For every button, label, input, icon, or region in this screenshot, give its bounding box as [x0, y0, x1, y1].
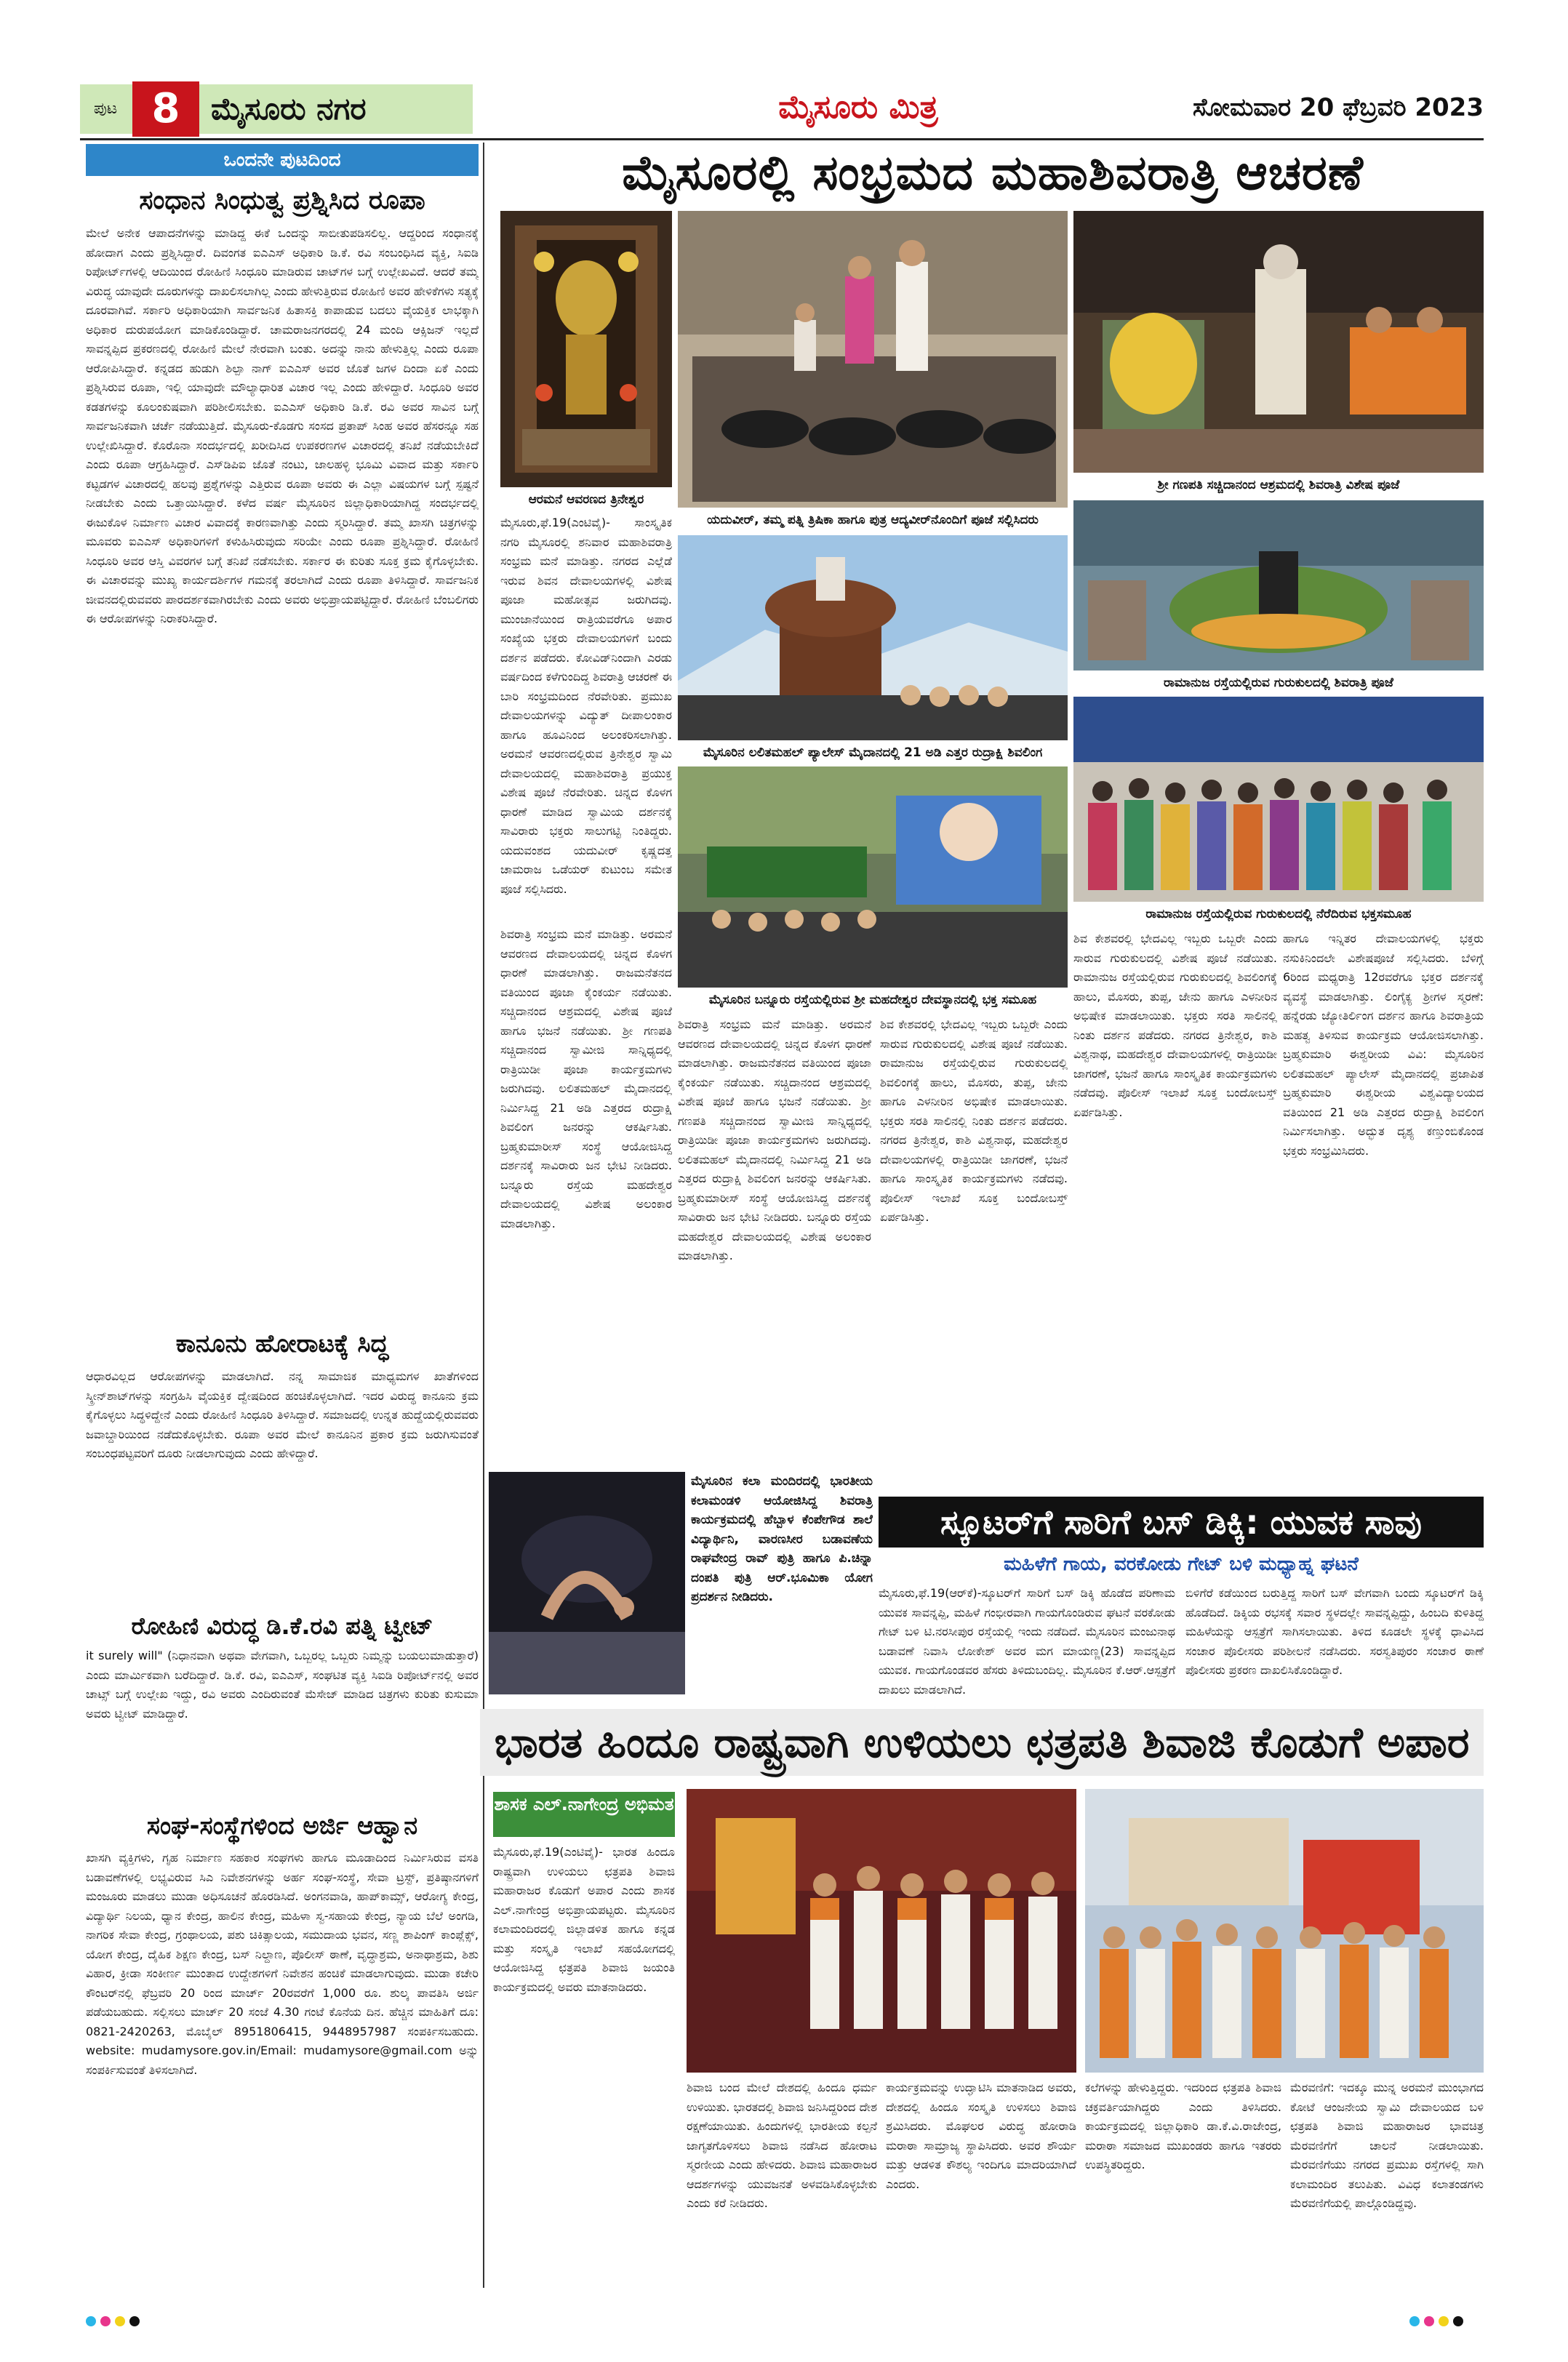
- caption-ashram-puja: ಶ್ರೀ ಗಣಪತಿ ಸಚ್ಚಿದಾನಂದ ಆಶ್ರಮದಲ್ಲಿ ಶಿವರಾತ್ರಿ ವಿಶೇಷ ಪೂಜೆ: [1157, 478, 1400, 492]
- page-number: 8: [132, 81, 199, 137]
- story2-body: ಆಧಾರವಿಲ್ಲದ ಆರೋಪಗಳನ್ನು ಮಾಡಲಾಗಿದೆ. ನನ್ನ ಸಾಮಾಜಿಕ ಮಾಧ್ಯಮಗಳ ಖಾತೆಗಳಿಂದ ಸ್ಕ್ರೀನ್‌ಶಾಟ್‌ಗಳನ್ನು ಸಂಗ್ರಹಿಸಿ ವೈಯಕ್ತಿಕ ದ್ವೇಷದಿಂದ ಹಂಚಿಕೊಳ್ಳಲಾಗಿದೆ. ಇದರ ವಿರುದ್ಧ ಕಾನೂನು ಕ್ರಮ ಕೈಗೊಳ್ಳಲು ಸಿದ್ಧಳಿದ್ದೇನೆ ಎಂದು ರೋಹಿಣಿ ಸಿಂಧೂರಿ ತಿಳಿಸಿದ್ದಾರೆ. ಸಮಾಜದಲ್ಲಿ ಉನ್ನತ ಹುದ್ದೆಯಲ್ಲಿರುವವರು ಜವಾಬ್ದಾರಿಯಿಂದ ನಡೆದುಕೊಳ್ಳಬೇಕು. ರೂಪಾ ಅವರ ಮೇಲೆ ಕಾನೂನಿನ ಪ್ರಕಾರ ಕ್ರಮ ಜರುಗಿಸುವಂತೆ ಸಂಬಂಧಪಟ್ಟವರಿಗೆ ದೂರು ನೀಡಲಾಗುವುದು ಎಂದು ಹೇಳಿದ್ದಾರೆ.: [86, 1369, 479, 1460]
- caption-mahadeshwara-temple: ಮೈಸೂರಿನ ಬನ್ನೂರು ರಸ್ತೆಯಲ್ಲಿರುವ ಶ್ರೀ ಮಹದೇಶ್ವರ ದೇವಸ್ಥಾನದಲ್ಲಿ ಭಕ್ತ ಸಮೂಹ: [708, 993, 1037, 1007]
- section-name: ಮೈಸೂರು ನಗರ: [211, 91, 367, 127]
- shivaji-headline: ಭಾರತ ಹಿಂದೂ ರಾಷ್ಟ್ರವಾಗಿ ಉಳಿಯಲು ಛತ್ರಪತಿ ಶಿವಾಜಿ ಕೊಡುಗೆ ಅಪಾರ: [480, 1709, 1484, 1776]
- caption-gurukula-puja: ರಾಮಾನುಜ ರಸ್ತೆಯಲ್ಲಿರುವ ಗುರುಕುಲದಲ್ಲಿ ಶಿವರಾತ್ರಿ ಪೂಜೆ: [1164, 676, 1393, 690]
- shivaratri-story-col2: ಶಿವರಾತ್ರಿ ಸಂಭ್ರಮ ಮನೆ ಮಾಡಿತ್ತು. ಅರಮನೆ ಆವರಣದ ದೇವಾಲಯದಲ್ಲಿ ಚಿನ್ನದ ಕೊಳಗ ಧಾರಣೆ ಮಾಡಲಾಗಿತ್ತು. ರಾಜಮನೆತನದ ವತಿಯಿಂದ ಪೂಜಾ ಕೈಂಕರ್ಯ ನಡೆಯಿತು. ಸಚ್ಚಿದಾನಂದ ಆಶ್ರಮದಲ್ಲಿ ವಿಶೇಷ ಪೂಜೆ ಹಾಗೂ ಭಜನೆ ನಡೆಯಿತು. ಶ್ರೀ ಗಣಪತಿ ಸಚ್ಚಿದಾನಂದ ಸ್ವಾಮೀಜಿ ಸಾನ್ನಿಧ್ಯದಲ್ಲಿ ರಾತ್ರಿಯಿಡೀ ಪೂಜಾ ಕಾರ್ಯಕ್ರಮಗಳು ಜರುಗಿದವು. ಲಲಿತಮಹಲ್ ಮೈದಾನದಲ್ಲಿ ನಿರ್ಮಿಸಿದ್ದ 21 ಅಡಿ ಎತ್ತರದ ರುದ್ರಾಕ್ಷಿ ಶಿವಲಿಂಗ ಜನರನ್ನು ಆಕರ್ಷಿಸಿತು. ಬ್ರಹ್ಮಕುಮಾರೀಸ್ ಸಂಸ್ಥೆ ಆಯೋಜಿಸಿದ್ದ ದರ್ಶನಕ್ಕೆ ಸಾವಿರಾರು ಜನ ಭೇಟಿ ನೀಡಿದರು. ಬನ್ನೂರು ರಸ್ತೆಯ ಮಹದೇಶ್ವರ ದೇವಾಲಯದಲ್ಲಿ ವಿಶೇಷ ಅಲಂಕಾರ ಮಾಡಲಾಗಿತ್ತು.: [678, 1017, 871, 1262]
- bus-story-body-left: ಮೈಸೂರು,ಫೆ.19(ಆರ್‌ಕೆ)-ಸ್ಕೂಟರ್‌ಗೆ ಸಾರಿಗೆ ಬಸ್ ಡಿಕ್ಕಿ ಹೊಡೆದ ಪರಿಣಾಮ ಯುವಕ ಸಾವನ್ನಪ್ಪಿ, ಮಹಿಳೆ ಗಂಭೀರವಾಗಿ ಗಾಯಗೊಂಡಿರುವ ಘಟನೆ ವರಕೋಡು ಗೇಟ್ ಬಳಿ ಟಿ.ನರಸೀಪುರ ರಸ್ತೆಯಲ್ಲಿ ಇಂದು ನಡೆದಿದೆ. ಮೈಸೂರಿನ ಮಂಜುನಾಥ ಬಡಾವಣೆ ನಿವಾಸಿ ಲೋಕೇಶ್ ಅವರ ಮಗ ಮಾಯಣ್ಣ(23) ಸಾವನ್ನಪ್ಪಿದ ಯುವಕ. ಗಾಯಗೊಂಡವರ ಹೆಸರು ತಿಳಿದುಬಂದಿಲ್ಲ. ಮೈಸೂರಿನ ಕೆ.ಆರ್.ಆಸ್ಪತ್ರೆಗೆ ದಾಖಲು ಮಾಡಲಾಗಿದೆ.: [879, 1586, 1175, 1697]
- caption-temple-idol: ಆರಮನೆ ಆವರಣದ ತ್ರಿನೇಶ್ವರ: [528, 492, 644, 507]
- continued-label: ಒಂದನೇ ಪುಟದಿಂದ: [86, 144, 479, 176]
- story3-body: it surely will" (ನಿಧಾನವಾಗಿ ಅಥವಾ ವೇಗವಾಗಿ, ಒಬ್ಬರಲ್ಲ ಒಬ್ಬರು ನಿಮ್ಮನ್ನು ಬಯಲುಮಾಡುತ್ತಾರೆ) ಎಂದು ಮಾರ್ಮಿಕವಾಗಿ ಬರೆದಿದ್ದಾರೆ. ಡಿ.ಕೆ. ರವಿ, ಐಎಎಸ್, ಸಂಘಟಿತ ವ್ಯಕ್ತಿ ಸಿಐಡಿ ರಿಪೋರ್ಟ್‌ನಲ್ಲಿ ಅವರ ಚಾಟ್ಸ್ ಬಗ್ಗೆ ಉಲ್ಲೇಖ ಇದ್ದು, ರವಿ ಅವರು ಎಂದಿರುವಂತೆ ಮೆಸೇಜ್ ಮಾಡಿದ ಚಿತ್ರಗಳು ಕುರಿತು ಕುಸುಮಾ ಅವರು ಟ್ವೀಟ್ ಮಾಡಿದ್ದಾರೆ.: [86, 1649, 479, 1721]
- yoga-performance-photo: [489, 1472, 685, 1694]
- shivaji-stage-photo: [687, 1789, 1076, 2073]
- dateline: ಸೋಮವಾರ 20 ಫೆಬ್ರವರಿ 2023: [1193, 93, 1484, 122]
- shivaratri-story-col1b: ಶಿವರಾತ್ರಿ ಸಂಭ್ರಮ ಮನೆ ಮಾಡಿತ್ತು. ಅರಮನೆ ಆವರಣದ ದೇವಾಲಯದಲ್ಲಿ ಚಿನ್ನದ ಕೊಳಗ ಧಾರಣೆ ಮಾಡಲಾಗಿತ್ತು. ರಾಜಮನೆತನದ ವತಿಯಿಂದ ಪೂಜಾ ಕೈಂಕರ್ಯ ನಡೆಯಿತು. ಸಚ್ಚಿದಾನಂದ ಆಶ್ರಮದಲ್ಲಿ ವಿಶೇಷ ಪೂಜೆ ಹಾಗೂ ಭಜನೆ ನಡೆಯಿತು. ಶ್ರೀ ಗಣಪತಿ ಸಚ್ಚಿದಾನಂದ ಸ್ವಾಮೀಜಿ ಸಾನ್ನಿಧ್ಯದಲ್ಲಿ ರಾತ್ರಿಯಿಡೀ ಪೂಜಾ ಕಾರ್ಯಕ್ರಮಗಳು ಜರುಗಿದವು. ಲಲಿತಮಹಲ್ ಮೈದಾನದಲ್ಲಿ ನಿರ್ಮಿಸಿದ್ದ 21 ಅಡಿ ಎತ್ತರದ ರುದ್ರಾಕ್ಷಿ ಶಿವಲಿಂಗ ಜನರನ್ನು ಆಕರ್ಷಿಸಿತು. ಬ್ರಹ್ಮಕುಮಾರೀಸ್ ಸಂಸ್ಥೆ ಆಯೋಜಿಸಿದ್ದ ದರ್ಶನಕ್ಕೆ ಸಾವಿರಾರು ಜನ ಭೇಟಿ ನೀಡಿದರು. ಬನ್ನೂರು ರಸ್ತೆಯ ಮಹದೇಶ್ವರ ದೇವಾಲಯದಲ್ಲಿ ವಿಶೇಷ ಅಲಂಕಾರ ಮಾಡಲಾಗಿತ್ತು.: [500, 927, 672, 1230]
- shivaji-col1: ಶಿವಾಜಿ ಬಂದ ಮೇಲೆ ದೇಶದಲ್ಲಿ ಹಿಂದೂ ಧರ್ಮ ಉಳಿಯಿತು. ಭಾರತದಲ್ಲಿ ಶಿವಾಜಿ ಜನಿಸಿದ್ದರಿಂದ ದೇಶ ರಕ್ಷಣೆಯಾಯಿತು. ಹಿಂದುಗಳಲ್ಲಿ ಭಾರತೀಯ ಕಲ್ಪನೆ ಜಾಗೃತಗೊಳಿಸಲು ಶಿವಾಜಿ ನಡೆಸಿದ ಹೋರಾಟ ಸ್ಮರಣೀಯ ಎಂದು ಹೇಳಿದರು. ಶಿವಾಜಿ ಮಹಾರಾಜರ ಆದರ್ಶಗಳನ್ನು ಯುವಜನತೆ ಅಳವಡಿಸಿಕೊಳ್ಳಬೇಕು ಎಂದು ಕರೆ ನೀಡಿದರು.: [687, 2081, 877, 2210]
- story1-body: ಮೇಲೆ ಅನೇಕ ಆಪಾದನೆಗಳನ್ನು ಮಾಡಿದ್ದ ಈಕೆ ಒಂದನ್ನು ಸಾಬೀತುಪಡಿಸಲಿಲ್ಲ. ಆದ್ದರಿಂದ ಸಂಧಾನಕ್ಕೆ ಹೋದಾಗ ಎಂದು ಪ್ರಶ್ನಿಸಿದ್ದಾರೆ. ದಿವಂಗತ ಐಎಎಸ್ ಅಧಿಕಾರಿ ಡಿ.ಕೆ. ರವಿ ಸಂಬಂಧಿಸಿದ ವ್ಯಕ್ತಿ, ಸಿಐಡಿ ರಿಪೋರ್ಟ್‌ಗಳಲ್ಲಿ ಆದಿಯಿಂದ ರೋಹಿಣಿ ಸಿಂಧೂರಿ ಮಾಡಿರುವ ಚಾಟ್‌ಗಳ ಬಗ್ಗೆ ಉಲ್ಲೇಖವಿದೆ. ಆದರೆ ತಮ್ಮ ವಿರುದ್ಧ ಯಾವುದೇ ದೂರುಗಳನ್ನು ದಾಖಲಿಸಲಾಗಿಲ್ಲ ಎಂದು ಹೇಳುತ್ತಿರುವ ರೋಹಿಣಿ ಅವರ ಹೇಳಿಕೆಗಳು ಸತ್ಯಕ್ಕೆ ದೂರವಾಗಿವೆ. ಸರ್ಕಾರಿ ಅಧಿಕಾರಿಯಾಗಿ ಸಾರ್ವಜನಿಕ ಹಿತಾಸಕ್ತಿ ಕಾಪಾಡುವ ಬದಲು ವೈಯಕ್ತಿಕ ಲಾಭಕ್ಕಾಗಿ ಅಧಿಕಾರ ದುರುಪಯೋಗ ಮಾಡಿಕೊಂಡಿದ್ದಾರೆ. ಚಾಮರಾಜನಗರದಲ್ಲಿ 24 ಮಂದಿ ಆಕ್ಸಿಜನ್ ಇಲ್ಲದೆ ಸಾವನ್ನಪ್ಪಿದ ಪ್ರಕರಣದಲ್ಲಿ ರೋಹಿಣಿ ಮೇಲೆ ನೇರವಾಗಿ ಬಂತು. ಅದನ್ನು ನಾನು ಹೇಳುತ್ತಿಲ್ಲ ಎಂದು ರೂಪಾ ಆರೋಪಿಸಿದ್ದಾರೆ. ಕನ್ನಡದ ಹುಡುಗಿ ಶಿಲ್ಪಾ ನಾಗ್ ಐಎಎಸ್ ಅವರ ಜೊತೆ ಜಗಳ ದಿಂದಾ ಏಕೆ ಎಂದು ಪ್ರಶ್ನಿಸಿರುವ ರೂಪಾ, ಇಲ್ಲಿ ಯಾವುದೇ ಮೌಲ್ಯಾಧಾರಿತ ವಿಚಾರ ಇಲ್ಲ ಎಂದು ಹೇಳಿದ್ದಾರೆ. ಸಿಂಧೂರಿ ಅವರ ಕಡತಗಳನ್ನು ಕೂಲಂಕುಷವಾಗಿ ಪರಿಶೀಲಿಸಬೇಕು. ಐಎಎಸ್ ಅಧಿಕಾರಿ ಡಿ.ಕೆ. ರವಿ ಅವರ ಸಾವಿನ ಬಗ್ಗೆ ಸಾರ್ವಜನಿಕವಾಗಿ ಚರ್ಚೆ ನಡೆಯುತ್ತಿದೆ. ಮೈಸೂರು-ಕೊಡಗು ಸಂಸದ ಪ್ರತಾಪ್ ಸಿಂಹ ಅವರ ಹೆಸರನ್ನೂ ಸಹ ಉಲ್ಲೇಖಿಸಿದ್ದಾರೆ. ಕೊರೊನಾ ಸಂದರ್ಭದಲ್ಲಿ ಖರೀದಿಸಿದ ಉಪಕರಣಗಳ ವಿಚಾರದಲ್ಲಿ ತನಿಖೆ ನಡೆಯಬೇಕಿದೆ ಎಂದು ರೂಪಾ ಆಗ್ರಹಿಸಿದ್ದಾರೆ. ಎಸ್‌ಡಿಪಿಐ ಜೊತೆ ನಂಟು, ಜಾಲಹಳ್ಳಿ ಭೂಮಿ ವಿವಾದ ಮತ್ತು ಸರ್ಕಾರಿ ಕಟ್ಟಡಗಳ ವಿಚಾರದಲ್ಲಿ ಹಲವು ಪ್ರಶ್ನೆಗಳನ್ನು ಎತ್ತಿರುವ ರೂಪಾ ಅವರು ಈ ಎಲ್ಲಾ ವಿಷಯಗಳ ಬಗ್ಗೆ ಸ್ಪಷ್ಟನೆ ನೀಡಬೇಕು ಎಂದು ಒತ್ತಾಯಿಸಿದ್ದಾರೆ. ಕಳೆದ ವರ್ಷ ಮೈಸೂರಿನ ಜಿಲ್ಲಾಧಿಕಾರಿಯಾಗಿದ್ದ ಸಂದರ್ಭದಲ್ಲಿ ಈಜುಕೊಳ ನಿರ್ಮಾಣ ವಿಚಾರ ವಿವಾದಕ್ಕೆ ಕಾರಣವಾಗಿತ್ತು ಎಂದು ಸ್ಮರಿಸಿದ್ದಾರೆ. ತಮ್ಮ ಖಾಸಗಿ ಚಿತ್ರಗಳನ್ನು ಮೂವರು ಐಎಎಸ್ ಅಧಿಕಾರಿಗಳಿಗೆ ಕಳುಹಿಸಿರುವುದು ಸರಿಯೇ ಎಂದು ರೂಪಾ ಪ್ರಶ್ನಿಸಿದ್ದಾರೆ. ರೋಹಿಣಿ ಸಿಂಧೂರಿ ಅವರ ಆಸ್ತಿ ವಿವರಗಳ ಬಗ್ಗೆ ತನಿಖೆ ನಡೆಸಬೇಕು. ಸರ್ಕಾರ ಈ ಕುರಿತು ಸೂಕ್ತ ಕ್ರಮ ಕೈಗೊಳ್ಳಬೇಕು. ಈ ವಿಚಾರವನ್ನು ಮುಖ್ಯ ಕಾರ್ಯದರ್ಶಿಗಳ ಗಮನಕ್ಕೆ ತರಲಾಗಿದೆ ಎಂದು ರೂಪಾ ತಿಳಿಸಿದ್ದಾರೆ. ಸಾರ್ವಜನಿಕ ಜೀವನದಲ್ಲಿರುವವರು ಪಾರದರ್ಶಕವಾಗಿರಬೇಕು ಎಂದು ಅವರು ಅಭಿಪ್ರಾಯಪಟ್ಟಿದ್ದಾರೆ. ರೋಹಿಣಿ ಬೆಂಬಲಿಗರು ಈ ಆರೋಪಗಳನ್ನು ನಿರಾಕರಿಸಿದ್ದಾರೆ.: [86, 226, 479, 625]
- royal-family-puja-photo: [678, 211, 1068, 508]
- shivaji-col3: ಕಲೆಗಳನ್ನು ಹೇಳುತ್ತಿದ್ದರು. ಇದರಿಂದ ಛತ್ರಪತಿ ಶಿವಾಜಿ ಚಕ್ರವರ್ತಿಯಾಗಿದ್ದರು ಎಂದು ತಿಳಿಸಿದರು. ಕಾರ್ಯಕ್ರಮದಲ್ಲಿ ಜಿಲ್ಲಾಧಿಕಾರಿ ಡಾ.ಕೆ.ವಿ.ರಾಜೇಂದ್ರ, ಮರಾಠಾ ಸಮಾಜದ ಮುಖಂಡರು ಹಾಗೂ ಇತರರು ಉಪಸ್ಥಿತರಿದ್ದರು.: [1085, 2081, 1281, 2171]
- shivaji-procession-photo: [1085, 1789, 1484, 2073]
- devotee-crowd-photo: [1073, 697, 1484, 902]
- shivaratri-story-col3: ಶಿವ ಕೇಶವರಲ್ಲಿ ಭೇದವಿಲ್ಲ ಇಬ್ಬರು ಒಬ್ಬರೇ ಎಂದು ಸಾರುವ ಗುರುಕುಲದಲ್ಲಿ ವಿಶೇಷ ಪೂಜೆ ನಡೆಯಿತು. ರಾಮಾನುಜ ರಸ್ತೆಯಲ್ಲಿರುವ ಗುರುಕುಲದಲ್ಲಿ ಶಿವಲಿಂಗಕ್ಕೆ ಹಾಲು, ಮೊಸರು, ತುಪ್ಪ, ಜೇನು ಹಾಗೂ ಎಳನೀರಿನ ಅಭಿಷೇಕ ಮಾಡಲಾಯಿತು. ಭಕ್ತರು ಸರತಿ ಸಾಲಿನಲ್ಲಿ ನಿಂತು ದರ್ಶನ ಪಡೆದರು. ನಗರದ ತ್ರಿನೇಶ್ವರ, ಕಾಶಿ ವಿಶ್ವನಾಥ, ಮಹದೇಶ್ವರ ದೇವಾಲಯಗಳಲ್ಲಿ ರಾತ್ರಿಯಿಡೀ ಜಾಗರಣೆ, ಭಜನೆ ಹಾಗೂ ಸಾಂಸ್ಕೃತಿಕ ಕಾರ್ಯಕ್ರಮಗಳು ನಡೆದವು. ಪೊಲೀಸ್ ಇಲಾಖೆ ಸೂಕ್ತ ಬಂದೋಬಸ್ತ್ ಏರ್ಪಡಿಸಿತ್ತು.: [880, 1017, 1068, 1224]
- caption-rudraksha-linga: ಮೈಸೂರಿನ ಲಲಿತಮಹಲ್ ಪ್ಯಾಲೇಸ್ ಮೈದಾನದಲ್ಲಿ 21 ಅಡಿ ಎತ್ತರ ರುದ್ರಾಕ್ಷಿ ಶಿವಲಿಂಗ: [703, 745, 1043, 760]
- shivaratri-story-col4: ಹಾಗೂ ಇನ್ನಿತರ ದೇವಾಲಯಗಳಲ್ಲಿ ಭಕ್ತರು ನಸುಕಿನಿಂದಲೇ ವಿಶೇಷಪೂಜೆ ಸಲ್ಲಿಸಿದರು. ಬೆಳಿಗ್ಗೆ 6ರಿಂದ ಮಧ್ಯರಾತ್ರಿ 12ರವರೆಗೂ ಭಕ್ತರ ದರ್ಶನಕ್ಕೆ ವ್ಯವಸ್ಥೆ ಮಾಡಲಾಗಿತ್ತು. ಲಿಂಗೈಕ್ಯ ಶ್ರೀಗಳ ಸ್ಮರಣೆ: ಹನ್ನೆರಡು ಜ್ಯೋತಿರ್ಲಿಂಗ ದರ್ಶನ ಹಾಗೂ ಶಿವರಾತ್ರಿಯ ಮಹತ್ವ ತಿಳಿಸುವ ಕಾರ್ಯಕ್ರಮ ಆಯೋಜಿಸಲಾಗಿತ್ತು. ಬ್ರಹ್ಮಕುಮಾರಿ ಈಶ್ವರೀಯ ವಿವಿ: ಮೈಸೂರಿನ ಲಲಿತಮಹಲ್ ಪ್ಯಾಲೇಸ್ ಮೈದಾನದಲ್ಲಿ ಪ್ರಜಾಪಿತ ಬ್ರಹ್ಮಕುಮಾರಿ ಈಶ್ವರೀಯ ವಿಶ್ವವಿದ್ಯಾಲಯದ ವತಿಯಿಂದ 21 ಅಡಿ ಎತ್ತರದ ರುದ್ರಾಕ್ಷಿ ಶಿವಲಿಂಗ ನಿರ್ಮಿಸಲಾಗಿತ್ತು. ಅದ್ಭುತ ದೃಶ್ಯ ಕಣ್ತುಂಬಿಕೊಂಡ ಭಕ್ತರು ಸಂಭ್ರಮಿಸಿದರು.: [1283, 932, 1484, 1158]
- mla-tag: ಶಾಸಕ ಎಲ್.ನಾಗೇಂದ್ರ ಅಭಿಮತ: [493, 1792, 675, 1837]
- story2-title: ಕಾನೂನು ಹೋರಾಟಕ್ಕೆ ಸಿದ್ಧ: [175, 1329, 389, 1358]
- rudraksha-linga-photo: [678, 535, 1068, 740]
- ashram-puja-photo: [1073, 211, 1484, 473]
- caption-royal-family: ಯದುವೀರ್, ತಮ್ಮ ಪತ್ನಿ ತ್ರಿಷಿಕಾ ಹಾಗೂ ಪುತ್ರ ಆದ್ಯವೀರ್‌ನೊಂದಿಗೆ ಪೂಜೆ ಸಲ್ಲಿಸಿದರು: [707, 513, 1039, 527]
- bus-accident-subhead: ಮಹಿಳೆಗೆ ಗಾಯ, ವರಕೋಡು ಗೇಟ್ ಬಳಿ ಮಧ್ಯಾಹ್ನ ಘಟನೆ: [1004, 1553, 1359, 1575]
- temple-idol-photo: [500, 211, 672, 487]
- shivaji-col4: ಮೆರವಣಿಗೆ: ಇದಕ್ಕೂ ಮುನ್ನ ಅರಮನೆ ಮುಂಭಾಗದ ಕೋಟೆ ಆಂಜನೇಯ ಸ್ವಾಮಿ ದೇವಾಲಯದ ಬಳಿ ಛತ್ರಪತಿ ಶಿವಾಜಿ ಮಹಾರಾಜರ ಭಾವಚಿತ್ರ ಮೆರವಣಿಗೆಗೆ ಚಾಲನೆ ನೀಡಲಾಯಿತು. ಮೆರವಣಿಗೆಯು ನಗರದ ಪ್ರಮುಖ ರಸ್ತೆಗಳಲ್ಲಿ ಸಾಗಿ ಕಲಾಮಂದಿರ ತಲುಪಿತು. ವಿವಿಧ ಕಲಾತಂಡಗಳು ಮೆರವಣಿಗೆಯಲ್ಲಿ ಪಾಲ್ಗೊಂಡಿದ್ದವು.: [1290, 2081, 1484, 2210]
- gurukula-puja-photo: [1073, 500, 1484, 670]
- print-registration-dots-left: [86, 2315, 173, 2330]
- yoga-caption: ಮೈಸೂರಿನ ಕಲಾ ಮಂದಿರದಲ್ಲಿ ಭಾರತೀಯ ಕಲಾಮಂಡಳಿ ಆಯೋಜಿಸಿದ್ದ ಶಿವರಾತ್ರಿ ಕಾರ್ಯಕ್ರಮದಲ್ಲಿ ಹೆಬ್ಬಾಳ ಕೆಂಪೇಗೌಡ ಶಾಲೆ ವಿದ್ಯಾರ್ಥಿನಿ, ವಾರಣಸೀರ ಬಡಾವಣೆಯ ರಾಘವೇಂದ್ರ ರಾವ್ ಪುತ್ರಿ ಹಾಗೂ ಪಿ.ಚಿನ್ನಾ ದಂಪತಿ ಪುತ್ರಿ ಆರ್.ಭೂಮಿಕಾ ಯೋಗ ಪ್ರದರ್ಶನ ನೀಡಿದರು.: [691, 1474, 873, 1604]
- shivaji-intro: ಮೈಸೂರು,ಫೆ.19(ಎಂಟಿವೈ)- ಭಾರತ ಹಿಂದೂ ರಾಷ್ಟ್ರವಾಗಿ ಉಳಿಯಲು ಛತ್ರಪತಿ ಶಿವಾಜಿ ಮಹಾರಾಜರ ಕೊಡುಗೆ ಅಪಾರ ಎಂದು ಶಾಸಕ ಎಲ್.ನಾಗೇಂದ್ರ ಅಭಿಪ್ರಾಯಪಟ್ಟರು. ಮೈಸೂರಿನ ಕಲಾಮಂದಿರದಲ್ಲಿ ಜಿಲ್ಲಾಡಳಿತ ಹಾಗೂ ಕನ್ನಡ ಮತ್ತು ಸಂಸ್ಕೃತಿ ಇಲಾಖೆ ಸಹಯೋಗದಲ್ಲಿ ಆಯೋಜಿಸಿದ್ದ ಛತ್ರಪತಿ ಶಿವಾಜಿ ಜಯಂತಿ ಕಾರ್ಯಕ್ರಮದಲ್ಲಿ ಅವರು ಮಾತನಾಡಿದರು.: [493, 1845, 675, 1994]
- bus-accident-headline: ಸ್ಕೂಟರ್‌ಗೆ ಸಾರಿಗೆ ಬಸ್ ಡಿಕ್ಕಿ: ಯುವಕ ಸಾವು: [879, 1497, 1484, 1548]
- masthead-logo: ಮೈಸೂರು ಮಿತ್ರ: [778, 89, 938, 126]
- story4-title: ಸಂಘ-ಸಂಸ್ಥೆಗಳಿಂದ ಅರ್ಜಿ ಆಹ್ವಾನ: [146, 1811, 418, 1841]
- page-label: ಪುಟ: [93, 100, 118, 118]
- shivaji-col2: ಕಾರ್ಯಕ್ರಮವನ್ನು ಉದ್ಘಾಟಿಸಿ ಮಾತನಾಡಿದ ಅವರು, ದೇಶದಲ್ಲಿ ಹಿಂದೂ ಸಂಸ್ಕೃತಿ ಉಳಿಸಲು ಶಿವಾಜಿ ಶ್ರಮಿಸಿದರು. ಮೊಘಲರ ವಿರುದ್ಧ ಹೋರಾಡಿ ಮರಾಠಾ ಸಾಮ್ರಾಜ್ಯ ಸ್ಥಾಪಿಸಿದರು. ಅವರ ಶೌರ್ಯ ಮತ್ತು ಆಡಳಿತ ಕೌಶಲ್ಯ ಇಂದಿಗೂ ಮಾದರಿಯಾಗಿದೆ ಎಂದರು.: [886, 2081, 1076, 2191]
- mahadeshwara-temple-photo: [678, 766, 1068, 988]
- story4-body: ಖಾಸಗಿ ವ್ಯಕ್ತಿಗಳು, ಗೃಹ ನಿರ್ಮಾಣ ಸಹಕಾರ ಸಂಘಗಳು ಹಾಗೂ ಮೂಡಾದಿಂದ ನಿರ್ಮಿಸಿರುವ ವಸತಿ ಬಡಾವಣೆಗಳಲ್ಲಿ ಲಭ್ಯವಿರುವ ಸಿಎ ನಿವೇಶನಗಳನ್ನು ಅರ್ಹ ಸಂಘ-ಸಂಸ್ಥೆ, ಸೇವಾ ಟ್ರಸ್ಟ್, ಪ್ರತಿಷ್ಠಾನಗಳಿಗೆ ಮಂಜೂರು ಮಾಡಲು ಮುಡಾ ಅಧಿಸೂಚನೆ ಹೊರಡಿಸಿದೆ. ಅಂಗನವಾಡಿ, ಹಾಪ್‌ಕಾಮ್ಸ್, ಆರೋಗ್ಯ ಕೇಂದ್ರ, ವಿದ್ಯಾರ್ಥಿ ನಿಲಯ, ಧ್ಯಾನ ಕೇಂದ್ರ, ಹಾಲಿನ ಕೇಂದ್ರ, ಮಹಿಳಾ ಸ್ವ-ಸಹಾಯ ಕೇಂದ್ರ, ನ್ಯಾಯ ಬೆಲೆ ಅಂಗಡಿ, ನಾಗರಿಕ ಸೇವಾ ಕೇಂದ್ರ, ಗ್ರಂಥಾಲಯ, ಪಶು ಚಿಕಿತ್ಸಾಲಯ, ಸಮುದಾಯ ಭವನ, ಸಣ್ಣ ಶಾಪಿಂಗ್ ಕಾಂಪ್ಲೆಕ್ಸ್, ಯೋಗ ಕೇಂದ್ರ, ದೈಹಿಕ ಶಿಕ್ಷಣ ಕೇಂದ್ರ, ಬಸ್ ನಿಲ್ದಾಣ, ಪೊಲೀಸ್ ಠಾಣೆ, ವೃದ್ಧಾಶ್ರಮ, ಅನಾಥಾಶ್ರಮ, ಶಿಶು ವಿಹಾರ, ಕ್ರೀಡಾ ಸಂಕೀರ್ಣ ಮುಂತಾದ ಉದ್ದೇಶಗಳಿಗೆ ನಿವೇಶನ ಹಂಚಿಕೆ ಮಾಡಲಾಗುವುದು. ಮುಡಾ ಕಚೇರಿ ಕೌಂಟರ್‌ನಲ್ಲಿ ಫೆಬ್ರವರಿ 20 ರಿಂದ ಮಾರ್ಚ್ 20ರವರೆಗೆ 1,000 ರೂ. ಶುಲ್ಕ ಪಾವತಿಸಿ ಅರ್ಜಿ ಪಡೆಯಬಹುದು. ಸಲ್ಲಿಸಲು ಮಾರ್ಚ್ 20 ಸಂಜೆ 4.30 ಗಂಟೆ ಕೊನೆಯ ದಿನ. ಹೆಚ್ಚಿನ ಮಾಹಿತಿಗೆ ದೂ: 0821-2420263, ಮೊಬೈಲ್ 8951806415, 9448957987 ಸಂಪರ್ಕಿಸಬಹುದು. website: mudamysore.gov.in/Email: mudamysore@gmail.com ಅನ್ನು ಸಂಪರ್ಕಿಸುವಂತೆ ತಿಳಿಸಲಾಗಿದೆ.: [86, 1851, 479, 2077]
- bus-story-body-right: ಬಿಳಿಗೆರೆ ಕಡೆಯಿಂದ ಬರುತ್ತಿದ್ದ ಸಾರಿಗೆ ಬಸ್ ವೇಗವಾಗಿ ಬಂದು ಸ್ಕೂಟರ್‌ಗೆ ಡಿಕ್ಕಿ ಹೊಡೆದಿದೆ. ಡಿಕ್ಕಿಯ ರಭಸಕ್ಕೆ ಸವಾರ ಸ್ಥಳದಲ್ಲೇ ಸಾವನ್ನಪ್ಪಿದ್ದು, ಹಿಂಬದಿ ಕುಳಿತಿದ್ದ ಮಹಿಳೆಯನ್ನು ಆಸ್ಪತ್ರೆಗೆ ಸಾಗಿಸಲಾಯಿತು. ತಿಳಿದ ಕೂಡಲೇ ಸ್ಥಳಕ್ಕೆ ಧಾವಿಸಿದ ಸಂಚಾರ ಪೊಲೀಸರು ಪರಿಶೀಲನೆ ನಡೆಸಿದರು. ಸರಸ್ವತಿಪುರಂ ಸಂಚಾರ ಠಾಣೆ ಪೊಲೀಸರು ಪ್ರಕರಣ ದಾಖಲಿಸಿಕೊಂಡಿದ್ದಾರೆ.: [1185, 1586, 1484, 1677]
- story1-title: ಸಂಧಾನ ಸಿಂಧುತ್ವ ಪ್ರಶ್ನಿಸಿದ ರೂಪಾ: [139, 185, 425, 215]
- story3-title: ರೋಹಿಣಿ ವಿರುದ್ಧ ಡಿ.ಕೆ.ರವಿ ಪತ್ನಿ ಟ್ವೀಟ್: [131, 1612, 433, 1640]
- shivaratri-story-col4a: ಶಿವ ಕೇಶವರಲ್ಲಿ ಭೇದವಿಲ್ಲ ಇಬ್ಬರು ಒಬ್ಬರೇ ಎಂದು ಸಾರುವ ಗುರುಕುಲದಲ್ಲಿ ವಿಶೇಷ ಪೂಜೆ ನಡೆಯಿತು. ರಾಮಾನುಜ ರಸ್ತೆಯಲ್ಲಿರುವ ಗುರುಕುಲದಲ್ಲಿ ಶಿವಲಿಂಗಕ್ಕೆ ಹಾಲು, ಮೊಸರು, ತುಪ್ಪ, ಜೇನು ಹಾಗೂ ಎಳನೀರಿನ ಅಭಿಷೇಕ ಮಾಡಲಾಯಿತು. ಭಕ್ತರು ಸರತಿ ಸಾಲಿನಲ್ಲಿ ನಿಂತು ದರ್ಶನ ಪಡೆದರು. ನಗರದ ತ್ರಿನೇಶ್ವರ, ಕಾಶಿ ವಿಶ್ವನಾಥ, ಮಹದೇಶ್ವರ ದೇವಾಲಯಗಳಲ್ಲಿ ರಾತ್ರಿಯಿಡೀ ಜಾಗರಣೆ, ಭಜನೆ ಹಾಗೂ ಸಾಂಸ್ಕೃತಿಕ ಕಾರ್ಯಕ್ರಮಗಳು ನಡೆದವು. ಪೊಲೀಸ್ ಇಲಾಖೆ ಸೂಕ್ತ ಬಂದೋಬಸ್ತ್ ಏರ್ಪಡಿಸಿತ್ತು.: [1073, 932, 1277, 1119]
- column-divider: [483, 143, 484, 2288]
- caption-devotee-crowd: ರಾಮಾನುಜ ರಸ್ತೆಯಲ್ಲಿರುವ ಗುರುಕುಲದಲ್ಲಿ ನೆರೆದಿರುವ ಭಕ್ತಸಮೂಹ: [1145, 907, 1412, 921]
- print-registration-dots-right: [1409, 2315, 1497, 2330]
- header-rule: [80, 138, 1484, 140]
- shivaratri-story-col1: ಮೈಸೂರು,ಫೆ.19(ಎಂಟಿವೈ)- ಸಾಂಸ್ಕೃತಿಕ ನಗರಿ ಮೈಸೂರಲ್ಲಿ ಶನಿವಾರ ಮಹಾಶಿವರಾತ್ರಿ ಸಂಭ್ರಮ ಮನೆ ಮಾಡಿತ್ತು. ನಗರದ ಎಲ್ಲೆಡೆ ಇರುವ ಶಿವನ ದೇವಾಲಯಗಳಲ್ಲಿ ವಿಶೇಷ ಪೂಜಾ ಮಹೋತ್ಸವ ಜರುಗಿದವು. ಮುಂಜಾನೆಯಿಂದ ರಾತ್ರಿಯವರೆಗೂ ಅಪಾರ ಸಂಖ್ಯೆಯ ಭಕ್ತರು ದೇವಾಲಯಗಳಿಗೆ ಬಂದು ದರ್ಶನ ಪಡೆದರು. ಕೋವಿಡ್‌ನಿಂದಾಗಿ ಎರಡು ವರ್ಷದಿಂದ ಕಳೆಗುಂದಿದ್ದ ಶಿವರಾತ್ರಿ ಆಚರಣೆ ಈ ಬಾರಿ ಸಂಭ್ರಮದಿಂದ ನೆರವೇರಿತು. ಪ್ರಮುಖ ದೇವಾಲಯಗಳನ್ನು ವಿದ್ಯುತ್ ದೀಪಾಲಂಕಾರ ಹಾಗೂ ಹೂವಿನಿಂದ ಅಲಂಕರಿಸಲಾಗಿತ್ತು. ಅರಮನೆ ಆವರಣದಲ್ಲಿರುವ ತ್ರಿನೇಶ್ವರ ಸ್ವಾಮಿ ದೇವಾಲಯದಲ್ಲಿ ಮಹಾಶಿವರಾತ್ರಿ ಪ್ರಯುಕ್ತ ವಿಶೇಷ ಪೂಜೆ ನೆರವೇರಿತು. ಚಿನ್ನದ ಕೊಳಗ ಧಾರಣೆ ಮಾಡಿದ ಸ್ವಾಮಿಯ ದರ್ಶನಕ್ಕೆ ಸಾವಿರಾರು ಭಕ್ತರು ಸಾಲುಗಟ್ಟಿ ನಿಂತಿದ್ದರು. ಯದುವಂಶದ ಯದುವೀರ್ ಕೃಷ್ಣದತ್ತ ಚಾಮರಾಜ ಒಡೆಯರ್ ಕುಟುಂಬ ಸಮೇತ ಪೂಜೆ ಸಲ್ಲಿಸಿದರು.: [500, 516, 672, 896]
- main-headline: ಮೈಸೂರಲ್ಲಿ ಸಂಭ್ರಮದ ಮಹಾಶಿವರಾತ್ರಿ ಆಚರಣೆ: [622, 145, 1364, 201]
